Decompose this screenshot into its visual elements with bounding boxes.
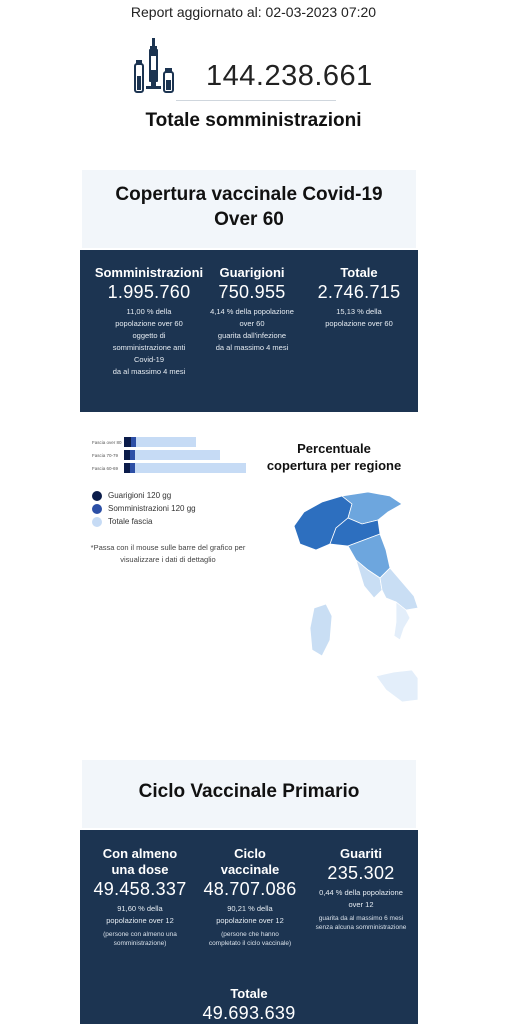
- over60-title-line1: Copertura vaccinale Covid-19: [115, 184, 383, 205]
- report-date: Report aggiornato al: 02-03-2023 07:20: [130, 4, 377, 20]
- legend-dot: [92, 491, 102, 501]
- stat-label: Somministrazioni: [94, 265, 204, 280]
- stat-description: 0,44 % della popolazione over 12: [319, 888, 403, 909]
- stat-somministrazioni: [90, 265, 208, 378]
- bar-guarigioni[interactable]: [124, 463, 130, 473]
- stat-totale-primary: [80, 986, 418, 1024]
- total-administrations-value: 144.238.661: [206, 60, 373, 92]
- stat-label: Totale: [230, 986, 268, 1001]
- stat-almeno-una-dose: [88, 846, 192, 948]
- stat-note: (persone che hanno completato il ciclo vaccinale): [208, 931, 292, 947]
- stat-label: Guarigioni: [219, 265, 285, 280]
- legend-item-somministrazioni: [92, 502, 196, 515]
- bar-guarigioni[interactable]: [124, 450, 130, 460]
- legend-label: Guarigioni 120 gg: [108, 491, 172, 500]
- age-group-bar-chart[interactable]: [90, 436, 250, 476]
- chart-legend: [92, 489, 196, 528]
- stat-value: 49.458.337: [93, 879, 187, 899]
- stat-label: Guariti: [340, 846, 382, 861]
- map-region-sardinia[interactable]: [310, 604, 332, 656]
- bar-label: Fascia 70-79: [92, 453, 119, 458]
- stat-description: 15,13 % della popolazione over 60: [325, 307, 393, 328]
- over60-stats-panel: [80, 250, 418, 412]
- stat-description: 4,14 % della popolazione over 60 guarita dall'infezione da al massimo 4 mesi: [210, 307, 294, 352]
- stat-label: Con almeno una dose: [102, 846, 178, 877]
- bar-totale-fascia[interactable]: [124, 450, 220, 460]
- primary-cycle-stats-panel: [80, 830, 418, 1024]
- total-administrations-label: Totale somministrazioni: [145, 110, 362, 131]
- hero-total: [130, 34, 373, 104]
- stat-guarigioni: [204, 265, 300, 354]
- map-region-sicily[interactable]: [376, 670, 418, 702]
- vaccine-vials-icon: [134, 38, 176, 94]
- stat-guariti: [310, 846, 412, 932]
- map-title: Percentuale copertura per regione: [266, 441, 402, 473]
- over60-section-title: [82, 170, 416, 248]
- stat-description: 11,00 % della popolazione over 60 oggetto di somministrazione anti Covid-19 da al massimo 4 mesi: [112, 307, 186, 376]
- stat-value: 750.955: [218, 282, 286, 302]
- stat-note: guarita da al massimo 6 mesi senza alcuna somministrazione: [315, 915, 407, 931]
- stat-label: Totale: [340, 265, 378, 280]
- bar-label: Fascia over 80: [92, 440, 122, 445]
- italy-region-map[interactable]: [290, 490, 420, 706]
- bar-guarigioni[interactable]: [124, 437, 131, 447]
- chart-hover-note: *Passa con il mouse sulle barre del grafico per visualizzare i dati di dettaglio: [90, 543, 246, 564]
- legend-dot: [92, 504, 102, 514]
- stat-totale: [306, 265, 412, 330]
- stat-value: 2.746.715: [317, 282, 401, 302]
- over60-title-line2: Over 60: [214, 209, 284, 230]
- divider: [176, 100, 336, 101]
- stat-label: Ciclo vaccinale: [220, 846, 280, 877]
- legend-label: Totale fascia: [108, 517, 153, 526]
- legend-item-totale: [92, 515, 196, 528]
- stat-value: 235.302: [327, 863, 395, 883]
- stat-description: 91,60 % della popolazione over 12: [106, 904, 174, 925]
- stat-note: (persone con almeno una somministrazione): [103, 931, 177, 947]
- bar-totale-fascia[interactable]: [124, 463, 246, 473]
- primary-cycle-section-title: Ciclo Vaccinale Primario: [82, 760, 416, 828]
- stat-value: 49.693.639: [202, 1003, 296, 1023]
- legend-item-guarigioni: [92, 489, 196, 502]
- legend-dot: [92, 517, 102, 527]
- map-region-south[interactable]: [380, 568, 418, 610]
- stat-ciclo-vaccinale: [196, 846, 304, 948]
- legend-label: Somministrazioni 120 gg: [108, 504, 196, 513]
- stat-value: 48.707.086: [203, 879, 297, 899]
- bar-label: Fascia 60-69: [92, 466, 119, 471]
- stat-value: 1.995.760: [107, 282, 191, 302]
- stat-description: 90,21 % della popolazione over 12: [216, 904, 284, 925]
